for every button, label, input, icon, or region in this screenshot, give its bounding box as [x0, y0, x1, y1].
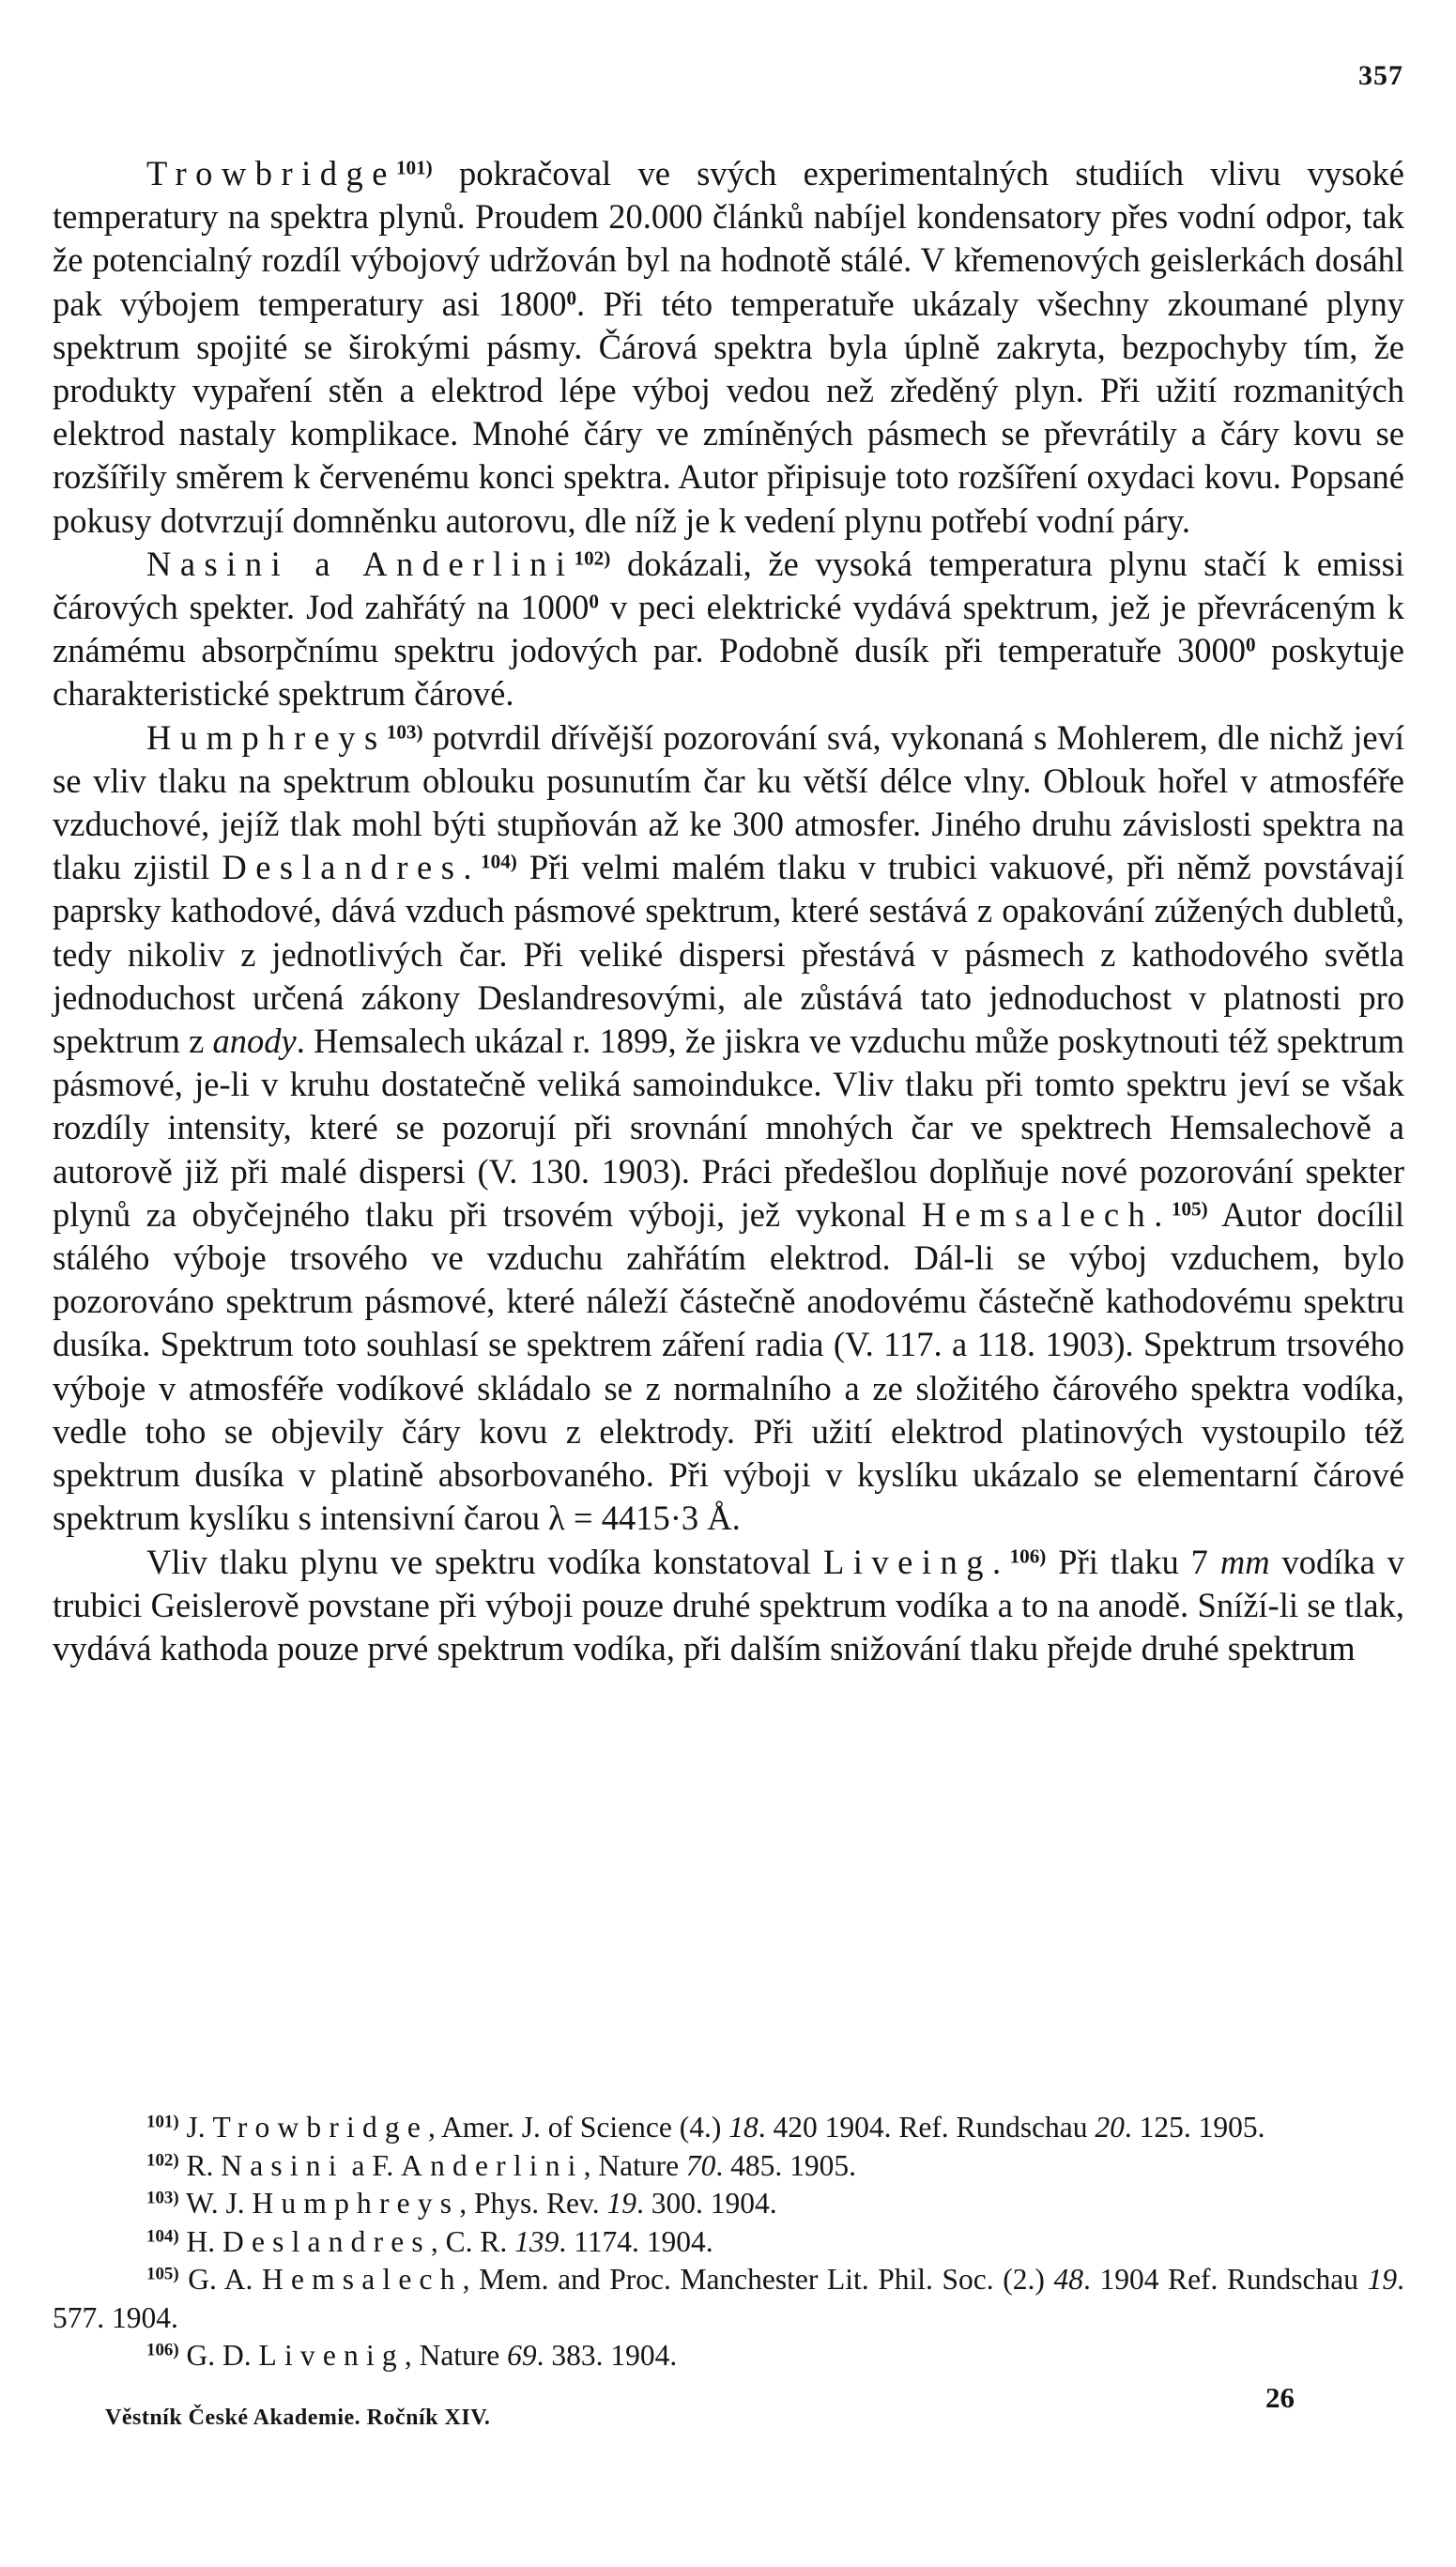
footnote-reference: 103) [386, 720, 423, 743]
italic-text: 19 [1367, 2263, 1398, 2296]
text-run: W. J. [178, 2187, 253, 2220]
footnote-number: 102) [146, 2150, 179, 2171]
text-run: , Nature [404, 2339, 508, 2372]
text-run: H. [178, 2224, 223, 2258]
italic-text: mm [1219, 1542, 1270, 1581]
footnote-reference: 101) [395, 156, 433, 179]
sheet-signature: 26 [1265, 2381, 1295, 2414]
spaced-name: Deslandres. [222, 848, 482, 887]
text-run: , Mem. and Proc. Manchester Lit. Phil. Soc. (2.) [462, 2263, 1054, 2296]
text-run: G. A. [178, 2263, 262, 2296]
text-run: . 300. 1904. [636, 2187, 777, 2220]
text-run: dokázali, že vysoká temperatura plynu stačí k emissi čárových spekter. Jod zahřátý na 1000 [53, 544, 1404, 627]
text-run: Vliv tlaku plynu ve spektru vodíka konstatoval [146, 1542, 823, 1581]
footnote-number: 105) [146, 2264, 179, 2284]
footnote-reference: 105) [1171, 1197, 1208, 1221]
spaced-name: Humphreys [146, 717, 387, 757]
text-run: v peci elektrické vydává spektrum, jež je převráceným k známému absorpčnímu spektru jodových par. Podobně dusík při temperatuře 3000 [53, 588, 1404, 670]
footnote-reference: 0 [566, 285, 577, 309]
footnote-reference: 104) [481, 850, 517, 873]
footnote-106 [53, 2337, 1404, 2375]
text-run: , Nature [583, 2148, 686, 2182]
text-run: Při tlaku 7 [1046, 1542, 1220, 1581]
text-run: . Při této temperatuře ukázaly všechny zkoumané plyny spektrum spojité se širokými pásmy. Čárová spektra byla úplně zakryta, bezpochyby tím, že produkty vypaření stěn a elektrod lépe výboj vedou než zředěný plyn. Při užití rozmanitých elektrod nastaly komplikace. Mnohé čáry ve zmíněných pásmech se převrátily a čáry kovu se rozšířily směrem k červenému konci spektra. Autor připisuje toto rozšíření oxydaci kovu. Popsané pokusy dotvrzují domněnku autorovu, dle níž je k vedení plynu potřebí vodní páry. [53, 284, 1405, 540]
text-run: J. [178, 2111, 213, 2144]
text-run: Při velmi malém tlaku v trubici vakuové, při němž povstávají paprsky kathodové, dává vzduch pásmové spektrum, které sestává z opakování zúžených dubletů, tedy nikoliv z jednotlivých čar. Při veliké dispersi přestává v pásmech z kathodového světla jednoduchost určená zákony Deslandresovými, ale zůstává tato jednoduchost v platnosti pro spektrum z [53, 848, 1404, 1061]
spaced-name: Hemsalech. [921, 1194, 1172, 1234]
text-run: . Hemsalech ukázal r. 1899, že jiskra ve vzduchu může poskytnouti též spektrum pásmové, je-li v kruhu dostatečně veliká samoindukce. Vliv tlaku při tomto spektru jeví se však rozdíly intensity, které se pozorují při srovnání mnohých čar ve spektrech Hemsalechově a autorově již při malé dispersi (V. 130. 1903). Práci předešlou doplňuje nové pozorování spekter plynů za obyčejného tlaku při trsovém výboji, jež vykonal [53, 1022, 1404, 1234]
spaced-name: Nasini a Anderlini [146, 544, 575, 583]
italic-text: 19 [606, 2187, 636, 2220]
footnote-number: 103) [146, 2188, 179, 2208]
italic-text: 18 [728, 2111, 759, 2144]
text-run: . 577. 1904. [53, 2263, 1404, 2334]
footnote-reference: 0 [1245, 633, 1256, 656]
footnote-101 [53, 2109, 1404, 2147]
spaced-name: Deslandres [222, 2224, 431, 2258]
italic-text: 20 [1095, 2111, 1125, 2144]
paragraph-trowbridge [53, 152, 1404, 543]
footnote-104 [53, 2223, 1404, 2262]
text-run: . 1174. 1904. [559, 2224, 713, 2258]
footnote-105 [53, 2261, 1404, 2337]
main-text [53, 152, 1404, 1670]
italic-text: anody [212, 1022, 297, 1061]
journal-footer: Věstník České Akademie. Ročník XIV. [105, 2406, 491, 2430]
italic-text: 70 [685, 2148, 716, 2182]
footnote-number: 101) [146, 2112, 179, 2132]
spaced-name: Trowbridge [146, 154, 396, 192]
spaced-name: Liveing. [822, 1542, 1010, 1581]
footnotes [53, 2109, 1404, 2375]
italic-text: 69 [507, 2339, 537, 2372]
text-run: R. [178, 2148, 222, 2182]
text-run: , Phys. Rev. [459, 2187, 607, 2220]
text-run: , C. R. [430, 2224, 515, 2258]
footnote-reference: 0 [589, 590, 599, 613]
text-run: , Amer. J. of Science (4.) [428, 2111, 729, 2144]
text-run: Autor docílil stálého výboje trsového ve vzduchu zahřátím elektrod. Dál-li se výboj vzduchem, bylo pozorováno spektrum pásmové, které náleží částečně anodovému částečně kathodovému spektru dusíka. Spektrum toto souhlasí se spektrem záření radia (V. 117. a 118. 1903). Spektrum trsového výboje v atmosféře vodíkové skládalo se z normalního a ze složitého čárového spektra vodíka, vedle toho se objevily čáry kovu z elektrody. Při užití elektrod platinových vystoupilo též spektrum dusíka v platině absorbovaného. Při výboji v kyslíku ukázalo se elementarní čárové spektrum kyslíku s intensivní čarou λ = 4415·3 Å. [53, 1194, 1404, 1538]
spaced-name: Humphreys [252, 2187, 460, 2220]
footnote-102 [53, 2147, 1404, 2186]
footnote-103 [53, 2185, 1404, 2223]
text-run: . 485. 1905. [715, 2148, 857, 2182]
footnote-number: 106) [146, 2340, 179, 2360]
text-run: a F. [344, 2148, 402, 2182]
italic-text: 139 [514, 2224, 559, 2258]
footnote-reference: 102) [574, 546, 611, 570]
spaced-name: Nasini [221, 2148, 345, 2182]
paragraph-nasini-anderlini [53, 543, 1404, 716]
footnote-reference: 106) [1009, 1544, 1047, 1567]
footnote-number: 104) [146, 2226, 179, 2247]
italic-text: 48 [1053, 2263, 1083, 2296]
text-run: . 383. 1904. [536, 2339, 678, 2372]
text-run: pokračoval ve svých experimentalných studiích vlivu vysoké temperatury na spektra plynů. Proudem 20.000 článků nabíjel kondensatory přes vodní odpor, tak že potencialný rozdíl výbojový udržován byl na hodnotě stálé. V křemenových geislerkách dosáhl pak výbojem temperatury asi 1800 [53, 154, 1404, 323]
spaced-name: Livenig [258, 2339, 405, 2372]
text-run: poskytuje charakteristické spektrum čárové. [53, 631, 1405, 714]
text-run: . 125. 1905. [1124, 2111, 1265, 2144]
text-run: G. D. [178, 2339, 259, 2372]
text-run: . 420 1904. Ref. Rundschau [758, 2111, 1096, 2144]
spaced-name: Anderlini [401, 2148, 584, 2182]
spaced-name: Hemsalech [262, 2263, 463, 2296]
page-number: 357 [1358, 60, 1403, 91]
text-run: . 1904 Ref. Rundschau [1082, 2263, 1368, 2296]
text-run: vodíka v trubici Geislerově povstane při výboji pouze druhé spektrum vodíka a to na anodě. Sníží-li se tlak, vydává kathoda pouze prvé spektrum vodíka, při dalším snižování tlaku přejde druhé spektrum [53, 1542, 1405, 1668]
text-run: potvrdil dřívější pozorování svá, vykonaná s Mohlerem, dle nichž jeví se vliv tlaku na spektrum oblouku posunutím čar ku větší délce vlny. Oblouk hořel v atmosféře vzduchové, jejíž tlak mohl býti stupňován až ke 300 atmosfer. Jiného druhu závislosti spektra na tlaku zjistil [53, 717, 1404, 887]
paragraph-humphreys [53, 716, 1404, 1541]
spaced-name: Trowbridge [212, 2111, 429, 2144]
paragraph-liveing [53, 1541, 1404, 1671]
